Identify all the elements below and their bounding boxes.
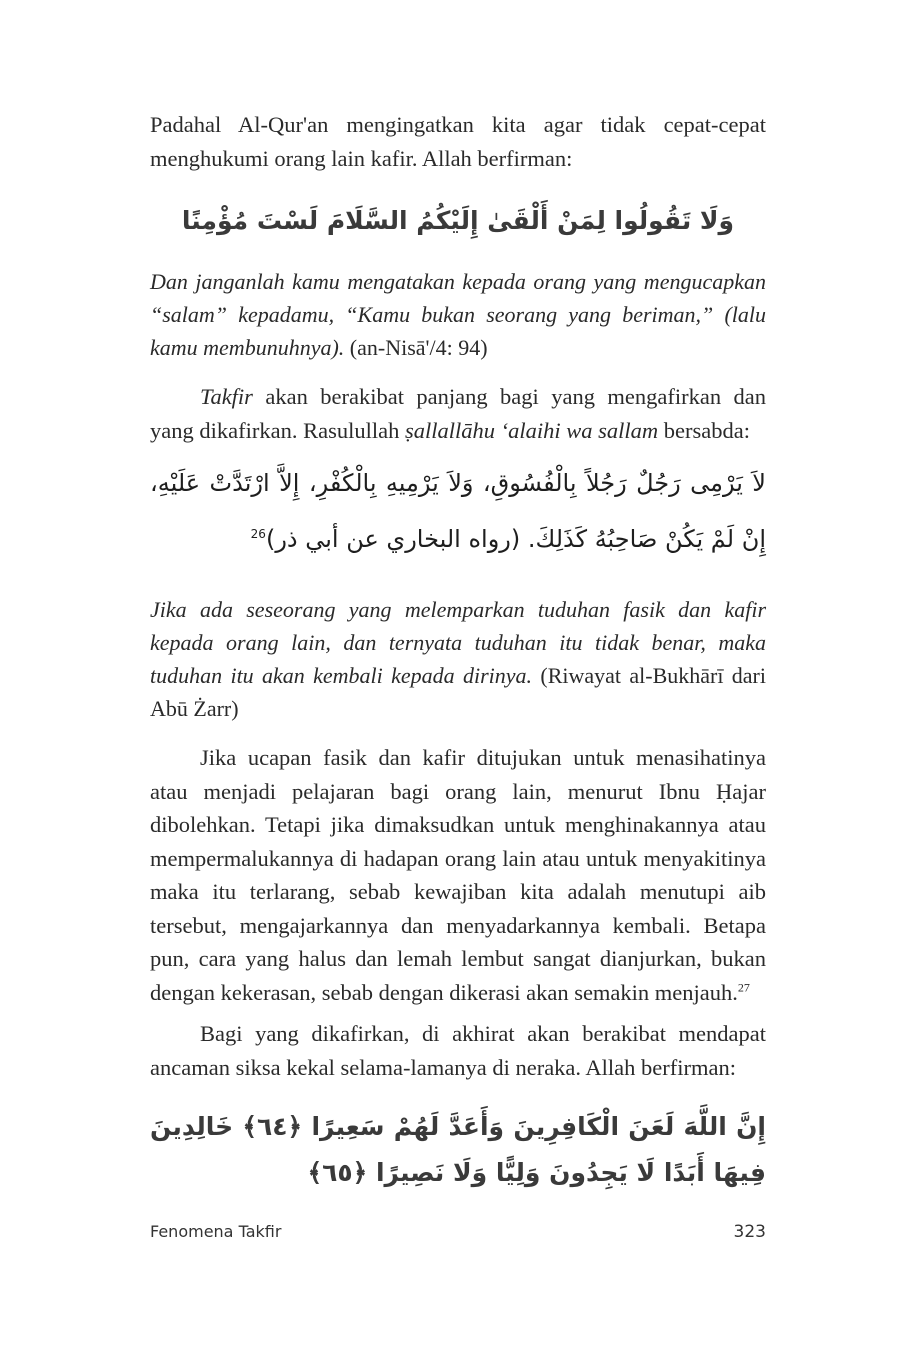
running-footer-title: Fenomena Takfir <box>150 1222 282 1241</box>
footnote-ref-26: 26 <box>250 527 266 541</box>
hadith-translation-text: Jika ada seseorang yang melemparkan tuduhan fasik dan kafir kepada orang lain, dan ternyata tuduhan itu tidak benar, maka tuduhan itu akan kembali kepada dirinya. <box>150 597 766 688</box>
verse-translation-1-text: Dan janganlah kamu mengatakan kepada orang yang mengucapkan “salam” kepadamu, “Kamu bukan seorang yang beriman,” (lalu kamu membunuhnya). <box>150 269 766 360</box>
paragraph-takfir-text: akan berakibat panjang bagi yang mengafirkan dan yang dikafirkan. Rasulullah <box>150 384 766 443</box>
quran-verse-an-nisa-94: وَلَا تَقُولُوا لِمَنْ أَلْقَىٰ إِلَيْكُمُ السَّلَامَ لَسْتَ مُؤْمِنًا <box>181 206 735 235</box>
footnote-ref-27: 27 <box>737 980 750 994</box>
term-takfir: Takfir <box>200 384 253 409</box>
paragraph-akhirat: Bagi yang dikafirkan, di akhirat akan berakibat mendapat ancaman siksa kekal selama-lamanya di neraka. Allah berfirman: <box>150 1021 766 1080</box>
page-number: 323 <box>733 1222 766 1242</box>
paragraph-ibnu-hajar-text: Jika ucapan fasik dan kafir ditujukan untuk menasihatinya atau menjadi pelajaran bagi orang lain, menurut Ibnu Ḥajar dibolehkan. Tetapi jika dimaksudkan untuk menghinakannya atau mempermalukannya di hadapan orang lain atau untuk menyakitinya maka itu terlarang, sebab kewajiban kita adalah menutupi aib tersebut, mengajarkannya dan menyadarkannya kembali. Betapa pun, cara yang halus dan lemah lembut sangat dianjurkan, bukan dengan kekerasan, sebab dengan dikerasi akan semakin menjauh. <box>150 745 766 1005</box>
paragraph-takfir-end: bersabda: <box>658 417 750 443</box>
hadith-reference: (Riwayat al-Bukhārī dari Abū Żarr) <box>150 663 766 721</box>
page-body <box>150 108 766 1196</box>
verse-translation-1 <box>150 265 766 364</box>
hadith-arabic <box>150 455 766 567</box>
quran-verse-al-ahzab-64-65: إِنَّ اللَّهَ لَعَنَ الْكَافِرِينَ وَأَعَدَّ لَهُمْ سَعِيرًا ﴿٦٤﴾ خَالِدِينَ فِيهَا أَبَدًا لَا يَجِدُونَ وَلِيًّا وَلَا نَصِيرًا ﴿٦٥﴾ <box>150 1112 766 1187</box>
paragraph-intro: Padahal Al-Qur'an mengingatkan kita agar tidak cepat-cepat menghukumi orang lain kafir. Allah berfirman: <box>150 112 766 171</box>
hadith-arabic-text: لاَ يَرْمِى رَجُلٌ رَجُلاً بِالْفُسُوقِ، وَلاَ يَرْمِيهِ بِالْكُفْرِ، إِلاَّ ارْتَدَّتْ عَلَيْهِ، إِنْ لَمْ يَكُنْ صَاحِبُهُ كَذَلِكَ. (رواه البخاري عن أبي ذر) <box>150 469 766 553</box>
paragraph-ibnu-hajar <box>150 741 766 1009</box>
salutation: ṣallallāhu ‘alaihi wa sallam <box>404 417 659 443</box>
verse-reference-1: (an-Nisā'/4: 94) <box>344 335 488 360</box>
paragraph-takfir <box>150 380 766 447</box>
hadith-translation <box>150 593 766 725</box>
